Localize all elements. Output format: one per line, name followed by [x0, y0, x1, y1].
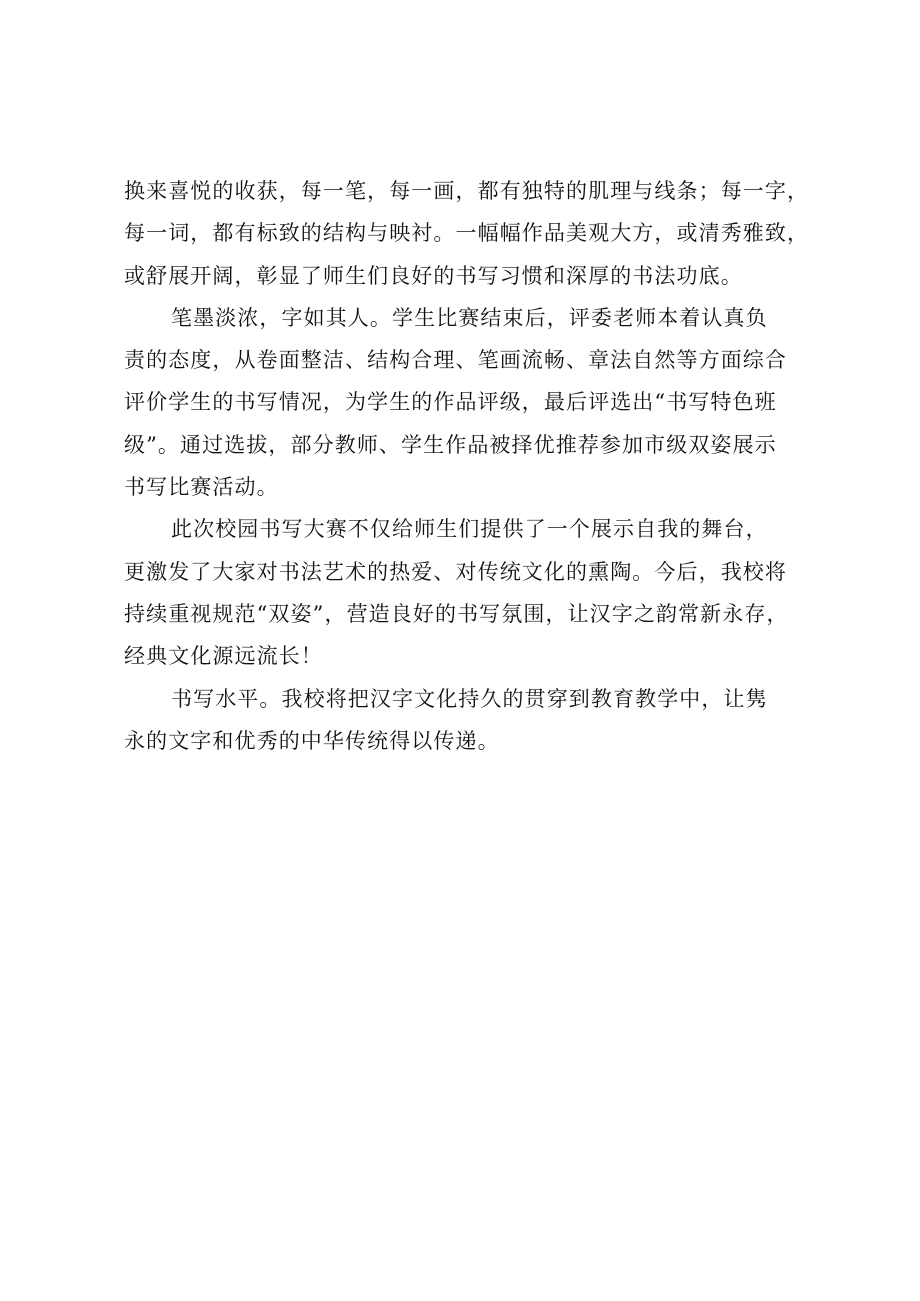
paragraph-line: 更激发了大家对书法艺术的热爱、对传统文化的熏陶。今后，我校将 [124, 559, 787, 584]
paragraph-line: 永的文字和优秀的中华传统得以传递。 [124, 728, 500, 753]
document-body [124, 170, 810, 762]
paragraph-line: 书写水平。我校将把汉字文化持久的贯穿到教育教学中，让隽 [171, 686, 768, 711]
paragraph-line: 级”。通过选拔，部分教师、学生作品被择优推荐参加市级双姿展示 [124, 432, 777, 457]
paragraph-line: 经典文化源远流长！ [124, 644, 323, 669]
paragraph-line: 或舒展开阔，彰显了师生们良好的书写习惯和深厚的书法功底。 [124, 263, 743, 288]
paragraph-line: 评价学生的书写情况，为学生的作品评级，最后评选出“书写特色班 [124, 390, 777, 415]
paragraph-line: 每一词，都有标致的结构与映衬。一幅幅作品美观大方，或清秀雅致， [124, 221, 810, 246]
paragraph-line: 笔墨淡浓，字如其人。学生比赛结束后，评委老师本着认真负 [171, 305, 768, 330]
paragraph-1 [124, 170, 810, 297]
paragraph-4 [124, 678, 804, 763]
paragraph-2 [124, 297, 804, 508]
paragraph-line: 责的态度，从卷面整洁、结构合理、笔画流畅、章法自然等方面综合 [124, 348, 787, 373]
paragraph-line: 此次校园书写大赛不仅给师生们提供了一个展示自我的舞台， [171, 517, 768, 542]
paragraph-line: 换来喜悦的收获，每一笔，每一画，都有独特的肌理与线条；每一字， [124, 179, 810, 203]
paragraph-line: 持续重视规范“双姿”，营造良好的书写氛围，让汉字之韵常新永存， [124, 601, 789, 626]
paragraph-line: 书写比赛活动。 [124, 475, 279, 500]
paragraph-3 [124, 508, 804, 677]
